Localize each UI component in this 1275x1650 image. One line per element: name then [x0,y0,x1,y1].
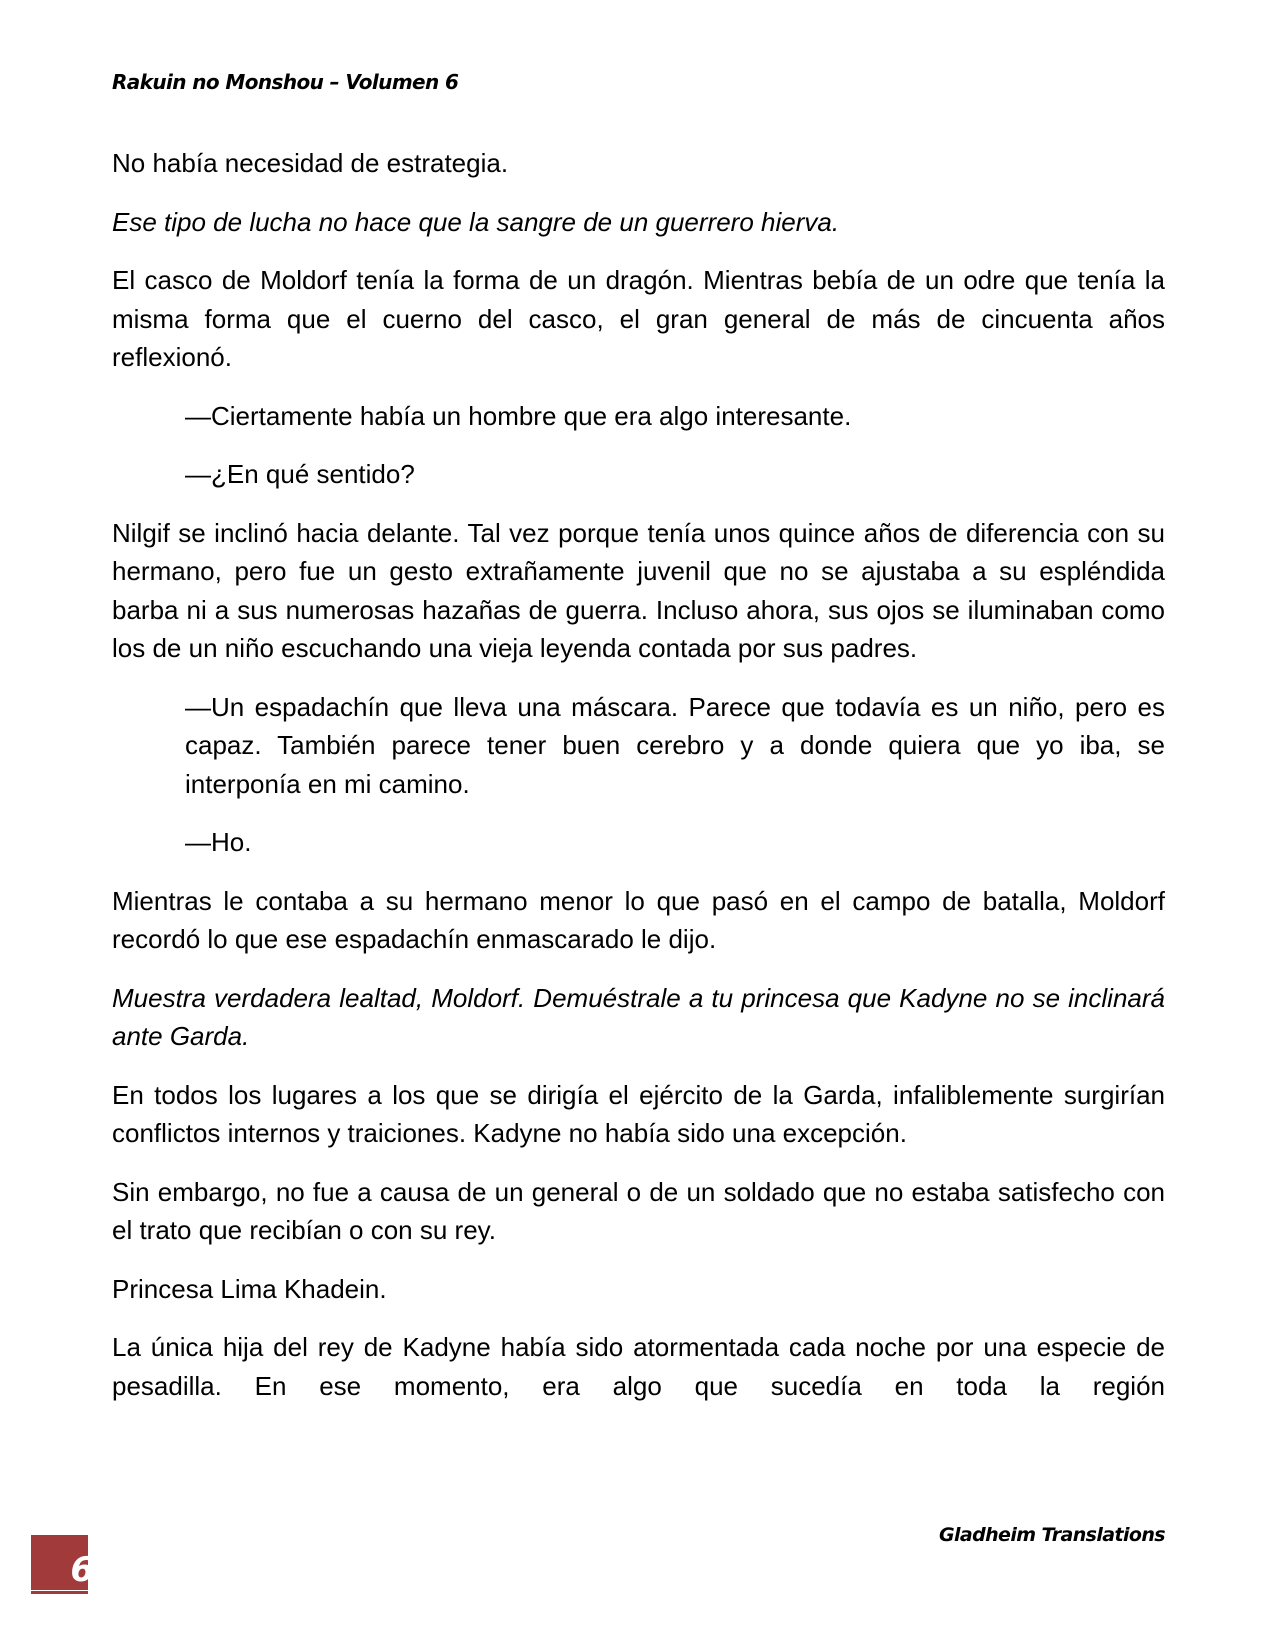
page-body [112,144,1165,1425]
paragraph-continued: La única hija del rey de Kadyne había sido atormentada cada noche por una especie de pesadilla. En ese momento, era algo que sucedía en toda la región [112,1332,1165,1401]
page-number-underline [31,1591,88,1594]
dialogue-line: —Ho. [185,827,252,857]
paragraph: Nilgif se inclinó hacia delante. Tal vez porque tenía unos quince años de diferencia con su hermano, pero fue un gesto extrañamente juvenil que no se ajustaba a su espléndida barba ni a sus numerosas hazañas de guerra. Incluso ahora, sus ojos se iluminaban como los de un niño escuchando una vieja leyenda contada por sus padres. [112,517,1165,663]
paragraph: El casco de Moldorf tenía la forma de un dragón. Mientras bebía de un odre que tenía la misma forma que el cuerno del casco, el gran general de más de cincuenta años reflexionó. [112,265,1165,372]
paragraph: Princesa Lima Khadein. [112,1273,387,1304]
dialogue-line: —Ciertamente había un hombre que era algo interesante. [185,400,852,431]
page-number-tab [31,1535,94,1590]
footer-credit: Gladheim Translations [939,1524,1165,1546]
dialogue-line: —Un espadachín que lleva una máscara. Parece que todavía es un niño, pero es capaz. También parece tener buen cerebro y a donde quiera que yo iba, se interponía en mi camino. [185,691,1165,799]
paragraph-italic-quote: Muestra verdadera lealtad, Moldorf. Demuéstrale a tu princesa que Kadyne no se inclinará ante Garda. [112,982,1165,1051]
paragraph: No había necesidad de estrategia. [112,148,509,178]
paragraph-italic-thought: Ese tipo de lucha no hace que la sangre de un guerrero hierva. [112,206,840,237]
paragraph: Mientras le contaba a su hermano menor lo que pasó en el campo de batalla, Moldorf recordó lo que ese espadachín enmascarado le dijo. [112,885,1165,954]
dialogue-line: —¿En qué sentido? [185,459,415,489]
page-number: 6 [70,1550,94,1590]
paragraph: En todos los lugares a los que se dirigía el ejército de la Garda, infaliblemente surgirían conflictos internos y traiciones. Kadyne no había sido una excepción. [112,1079,1165,1148]
running-header: Rakuin no Monshou – Volumen 6 [112,70,459,94]
paragraph: Sin embargo, no fue a causa de un general o de un soldado que no estaba satisfecho con el trato que recibían o con su rey. [112,1176,1165,1245]
